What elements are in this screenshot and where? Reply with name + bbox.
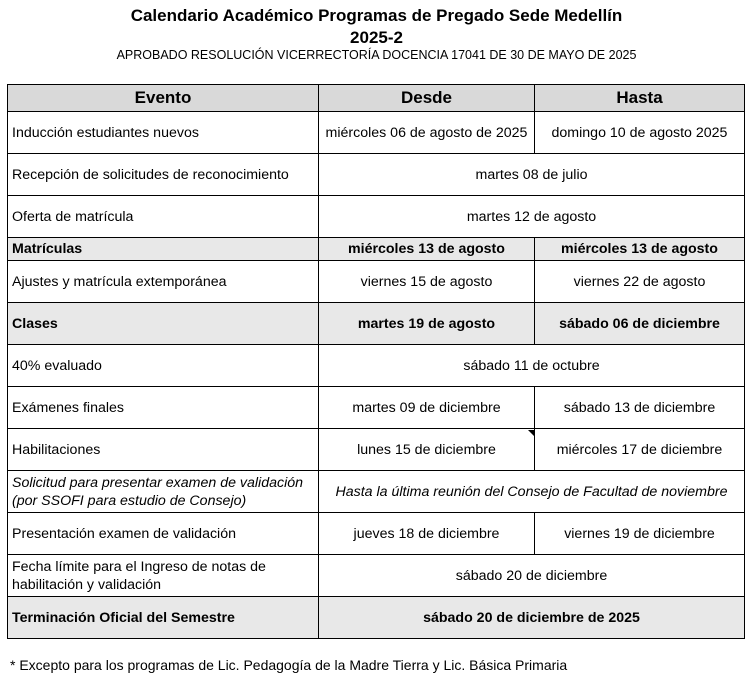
- event-cell: Recepción de solicitudes de reconocimiento: [8, 154, 319, 196]
- single-date-cell: Hasta la última reunión del Consejo de Facultad de noviembre: [319, 471, 745, 513]
- table-row: [8, 345, 745, 387]
- table-row: [8, 555, 745, 597]
- to-date-cell: viernes 19 de diciembre: [535, 513, 745, 555]
- event-cell: Ajustes y matrícula extemporánea: [8, 261, 319, 303]
- table-row: [8, 238, 745, 261]
- table-row: [8, 471, 745, 513]
- from-date-cell: martes 19 de agosto: [319, 303, 535, 345]
- document-title: Calendario Académico Programas de Pregado Sede Medellín: [130, 6, 623, 25]
- approval-note: APROBADO RESOLUCIÓN VICERRECTORÍA DOCENCIA 17041 DE 30 DE MAYO DE 2025: [116, 48, 637, 62]
- event-cell: Matrículas: [8, 238, 319, 261]
- event-line: Solicitud para presentar examen de validación: [12, 474, 304, 491]
- single-date-cell: sábado 20 de diciembre: [319, 555, 745, 597]
- single-date-cell: martes 08 de julio: [319, 154, 745, 196]
- single-date-cell: sábado 20 de diciembre de 2025: [319, 597, 745, 639]
- event-cell: Terminación Oficial del Semestre: [8, 597, 319, 639]
- table-row: [8, 513, 745, 555]
- column-header-hasta: Hasta: [535, 85, 745, 112]
- to-date-cell: miércoles 17 de diciembre: [535, 429, 745, 471]
- from-date-cell: miércoles 13 de agosto: [319, 238, 535, 261]
- table-row: [8, 196, 745, 238]
- document-year: 2025-2: [350, 28, 403, 47]
- single-date-cell: sábado 11 de octubre: [319, 345, 745, 387]
- event-cell: Presentación examen de validación: [8, 513, 319, 555]
- table-row: [8, 261, 745, 303]
- column-header-evento: Evento: [8, 85, 319, 112]
- to-date-cell: viernes 22 de agosto: [535, 261, 745, 303]
- comment-marker-icon: [528, 430, 534, 436]
- event-cell: [8, 555, 319, 597]
- table-row: [8, 112, 745, 154]
- event-line: (por SSOFI para estudio de Consejo): [12, 492, 247, 509]
- event-cell: Oferta de matrícula: [8, 196, 319, 238]
- from-date-cell: jueves 18 de diciembre: [319, 513, 535, 555]
- event-line: habilitación y validación: [12, 576, 162, 593]
- event-cell: Habilitaciones: [8, 429, 319, 471]
- column-header-desde: Desde: [319, 85, 535, 112]
- event-cell: Inducción estudiantes nuevos: [8, 112, 319, 154]
- from-date-cell: lunes 15 de diciembre: [319, 429, 535, 471]
- table-row: [8, 387, 745, 429]
- table-header-row: [8, 85, 745, 112]
- from-date-cell: miércoles 06 de agosto de 2025: [319, 112, 535, 154]
- event-cell: Clases: [8, 303, 319, 345]
- event-line: Fecha límite para el Ingreso de notas de: [12, 558, 266, 575]
- event-cell: [8, 471, 319, 513]
- to-date-cell: sábado 13 de diciembre: [535, 387, 745, 429]
- table-row: [8, 597, 745, 639]
- to-date-cell: domingo 10 de agosto 2025: [535, 112, 745, 154]
- event-cell: 40% evaluado: [8, 345, 319, 387]
- from-date-cell: viernes 15 de agosto: [319, 261, 535, 303]
- table-row: [8, 429, 745, 471]
- academic-calendar-table: [7, 84, 745, 639]
- single-date-cell: martes 12 de agosto: [319, 196, 745, 238]
- from-date-cell: martes 09 de diciembre: [319, 387, 535, 429]
- event-cell: Exámenes finales: [8, 387, 319, 429]
- to-date-cell: sábado 06 de diciembre: [535, 303, 745, 345]
- table-row: [8, 154, 745, 196]
- to-date-cell: miércoles 13 de agosto: [535, 238, 745, 261]
- table-row: [8, 303, 745, 345]
- footnote: * Excepto para los programas de Lic. Pedagogía de la Madre Tierra y Lic. Básica Primaria: [10, 657, 568, 673]
